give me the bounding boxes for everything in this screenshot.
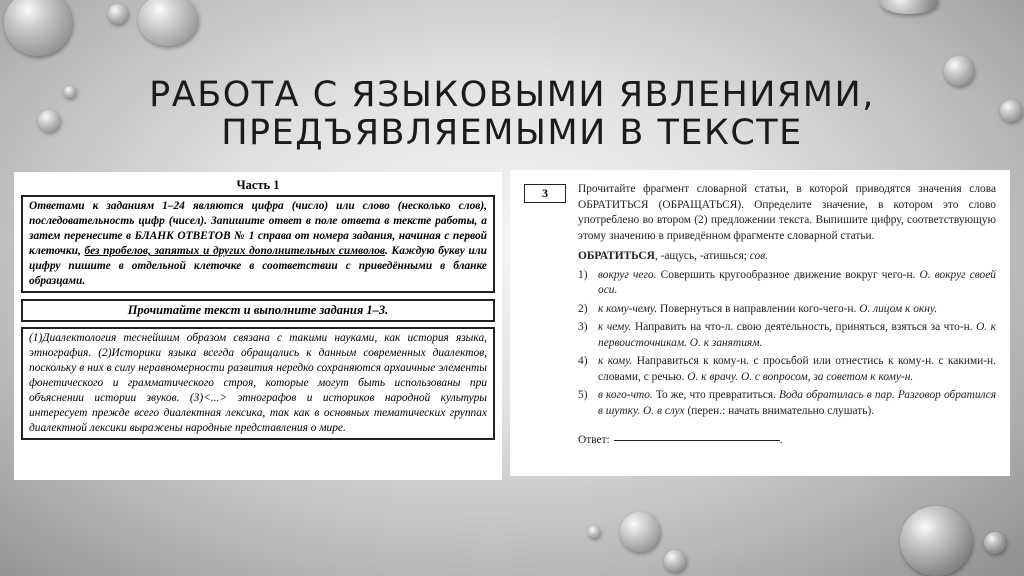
item-number: 5)	[578, 389, 588, 401]
headword-tail: , -ащусь, -атишься;	[654, 250, 750, 262]
dictionary-item	[578, 268, 996, 299]
water-drop	[664, 550, 686, 572]
instructions-underlined: без пробелов, запятых и других дополнительных символов	[84, 245, 385, 257]
water-drop	[108, 4, 128, 24]
item-number: 2)	[578, 302, 588, 315]
water-drop	[880, 0, 938, 14]
instructions-box	[21, 195, 495, 293]
item-government: в кого-что.	[598, 389, 653, 401]
water-drop	[620, 512, 660, 552]
item-government: вокруг чего.	[598, 268, 657, 281]
item-example: Вода обратилась в пар. Разговор обратился в шутку. О. в слух	[598, 389, 996, 417]
item-number: 3)	[578, 321, 588, 333]
water-drop	[4, 0, 72, 56]
item-government: к чему.	[598, 321, 632, 333]
item-government: к кому.	[598, 355, 633, 367]
dictionary-item	[578, 302, 996, 318]
headword-pos: сов.	[749, 250, 768, 262]
item-number: 1)	[578, 268, 588, 281]
slide-title	[0, 76, 1024, 152]
item-example: О. лицом к окну.	[859, 302, 938, 315]
part-heading: Часть 1	[236, 178, 280, 192]
item-example: О. к врачу. О. с вопросом, за советом к кому-н.	[687, 370, 914, 383]
task-instructions: Прочитайте фрагмент словарной статьи, в которой приводятся значения слова ОБРАТИТЬСЯ (ОБРАЩАТЬСЯ). Определите значение, в котором это слово употреблено во втором (2) предложении текста. Выпишите цифру, соответствующую этому значению в приведённом фрагменте словарной статьи.	[578, 183, 996, 242]
instructions-text-a: Ответами к заданиям 1–24 являются цифра (число) или слово (несколько слов), последовательность цифр (чисел). Запишите ответ в поле ответа в тексте работы, а затем перенесите в БЛАНК ОТВЕТОВ № 1 справа от номера задания, начиная с первой клеточки,	[29, 200, 487, 257]
task-content	[578, 182, 996, 449]
read-text-header: Прочитайте текст и выполните задания 1–3.	[21, 299, 495, 322]
item-number: 4)	[578, 355, 588, 367]
task-3-panel	[510, 170, 1010, 476]
answer-label: Ответ:	[578, 434, 610, 446]
answer-end: .	[779, 434, 783, 446]
water-drop	[984, 532, 1006, 554]
item-government: к кому-чему.	[598, 302, 658, 315]
answer-line	[614, 440, 780, 441]
item-definition: Повернуться в направлении кого-чего-н.	[657, 302, 860, 315]
item-definition: Направиться к кому-н. с просьбой или отнестись к кому-н. с какими-н. словами, с речью.	[598, 355, 996, 383]
title-line-2: ПРЕДЪЯВЛЯЕМЫМИ В ТЕКСТЕ	[221, 113, 803, 153]
exam-text-panel	[14, 172, 502, 480]
item-example: О. вокруг своей оси.	[598, 268, 997, 296]
answer-field	[578, 433, 996, 449]
item-example: О. к первоисточникам. О. к занятиям.	[598, 321, 996, 349]
item-note: (перен.: начать внимательно слушать).	[684, 404, 875, 417]
item-definition: Направить на что-л. свою деятельность, приняться, взяться за что-н.	[631, 321, 977, 333]
dictionary-item	[578, 320, 996, 351]
item-definition: Совершить кругообразное движение вокруг чего-н.	[656, 268, 920, 281]
dictionary-items	[578, 268, 996, 420]
task-number: 3	[524, 184, 566, 203]
water-drop	[138, 0, 198, 46]
dictionary-item	[578, 388, 996, 419]
headword: ОБРАТИТЬСЯ	[578, 250, 655, 262]
item-definition: То же, что превратиться.	[652, 389, 780, 401]
water-drop	[588, 526, 600, 538]
dictionary-item	[578, 354, 996, 385]
instructions-text-b: . Каждую букву или цифру пишите в отдельной клеточке в соответствии с приведёнными в бланке образцами.	[29, 245, 487, 287]
title-line-1: РАБОТА С ЯЗЫКОВЫМИ ЯВЛЕНИЯМИ,	[149, 75, 875, 115]
dictionary-headword	[578, 249, 996, 265]
water-drop	[900, 506, 972, 576]
reading-text: (1)Диалектология теснейшим образом связана с такими науками, как история языка, этнография. (2)Историки языка всегда обращались к данным современных диалектов, поскольку в них в силу неравномерности развития нередко сохраняются архаичные элементы фонетического и грамматического строя, которые могут быть использованы при объяснении истории звуков. (3)<...> этнографов и историков народной культуры интересует прежде всего диалектная лексика, так как в основных тематических группах диалектной лексики выражены народные представления о мире.	[21, 327, 495, 440]
